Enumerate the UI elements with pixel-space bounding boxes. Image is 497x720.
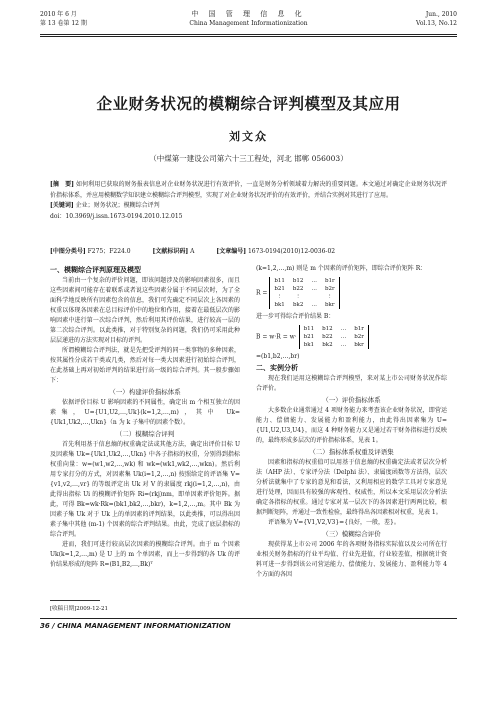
- page-footer: 36 / CHINA MANAGEMENT INFORMATIONIZATION: [40, 622, 231, 630]
- doc-code-label: [文献标识码]: [152, 248, 189, 255]
- subsection-2-text-2: 进而，我们可进行较高层次因素的模糊综合评判。由于 m 个因素 Uk(k=1,2,…,m) 是 U 上的 m 个单因素，而上一步得到的各 Uk 的评价结果形成的矩阵 R=(B1,B2,…,Bk)ᵀ: [50, 541, 240, 568]
- article-title: 企业财务状况的模糊综合评判模型及其应用: [96, 95, 401, 113]
- matrix-cell: bk2: [292, 302, 304, 308]
- evaluation-set-text: 评语集为 V={V1,V2,V3}={良好，一般，差}。: [268, 519, 400, 526]
- matrix-cell: b1r: [324, 278, 335, 284]
- right-intro: (k=1,2,…,m) 则是 m 个因素的评价矩阵，即综合评价矩阵 R：: [256, 265, 427, 272]
- clc-label: [中图分类号]: [50, 248, 86, 255]
- author-affiliation: （中煤第一建设公司第六十三工程处，河北 邯郸 056003）: [149, 154, 348, 163]
- matrix-R-equation: [256, 277, 447, 309]
- matrix-cell: b1r: [354, 326, 364, 332]
- journal-name-cn: 中 国 管 理 信 息 化: [191, 10, 306, 18]
- matrix-cell: ⋮: [327, 294, 333, 300]
- header-right: [416, 10, 457, 28]
- matrix-cell: …: [311, 286, 317, 292]
- classification-line: [50, 246, 447, 255]
- subsection-1-title: （一）构建评价指标体系: [109, 388, 181, 396]
- section-1-title: 一、模糊综合评判原理及模型: [50, 266, 141, 274]
- matrix-cell: b22: [292, 286, 304, 292]
- footer-rule: [40, 618, 457, 619]
- section-2-intro: 现在我们运用这模糊综合评判模型，来对某上市公司财务状况作综合评价。: [256, 375, 447, 392]
- right-column: [256, 264, 447, 580]
- r-subsection-1-text: 大多数企业通常通过 4 项财务能力来考查该企业财务状况，即营运能力、偿债能力、发展能力和盈利能力，由此得出因素集为 U={U1,U2,U3,U4}，而这 4 种财务能力又是通过若干财务指标进行反映的，最终形成多层次的评价指标体系，见表 1。: [256, 407, 447, 444]
- section-1-para-2: 所谓模糊综合评判法，就是先把受评判的同一类事物的多种因素，按其属性分成若干类或几类，然后对每一类大因素进行初始综合评判，在此基础上再对初始评判的结果进行高一级的综合评判。其一般步骤如下：: [50, 347, 240, 384]
- header-center: [40, 10, 457, 28]
- matrix-cell: b2r: [354, 334, 364, 340]
- article-author: 刘文众: [229, 130, 268, 143]
- matrix-B: [299, 325, 369, 349]
- matrix-cell: [307, 293, 321, 301]
- matrix-cell: …: [340, 342, 347, 348]
- header-volume: 第 13 卷第 12 期: [40, 20, 87, 27]
- r-subsection-2-text: 因素和指标的权重值可以用基于信息熵的权重确定法或者层次分析法（AHP 法）、专家评分法（Delphi 法）、隶属度函数等方法得，层次分析法就集中了专家的意见和看法，又利用相应的数学工具对专家意见进行处理，因而具有较强的客观性、权威性，所以本文采用层次分析法确定各指标的权重。通过专家对某一层次下的各因素进行两两比较，根据判断矩阵，并通过一致性检验，最终得出各因素相对权重，见表 1。: [256, 459, 447, 516]
- header-date: 2010 年 6 月: [40, 11, 77, 18]
- matrix-B-label: B = w·R = w·: [256, 333, 297, 341]
- abstract-block: [50, 180, 447, 222]
- subsection-2-title: （二）模糊综合评判: [115, 430, 175, 438]
- section-2-title: 二、实例分析: [256, 364, 298, 372]
- matrix-cell: b21: [303, 334, 315, 340]
- doi-text: doi：10.3969/j.issn.1673-0194.2010.12.015: [50, 212, 183, 220]
- left-column: [50, 264, 240, 570]
- abstract-text: 如何利用已获取的财务报表信息对企业财务状况进行有效评价，一直是财务分析领域着力解决的重要问题。本文通过对确定企业财务状况评价指标体系，并应用模糊数学知识建立模糊综合评判模型，实现了对企业财务状况评价的有效评价，并结合实例对其进行了应用。: [50, 181, 447, 199]
- matrix-cell: b11: [274, 278, 285, 284]
- section-1-para-1: 当前由一个复杂的评价问题，即该问题涉及的影响因素很多，而且这些因素间可能存在着联系或者说这些因素分属于不同层次时，为了全面科学地反映所有因素包含的信息，我们可先确定不同层次上各因素的权重以体现各因素在总目标评价中的地位和作用，接着在最低层次的影响因素中进行第一次综合评判，然后利用其评价结果，进行较高一层的第二次综合评判。以此类推，对于特别复杂的问题，我们仍可采用此种层层递进的方法实现对目标的评判。: [50, 277, 240, 344]
- matrix-cell: …: [340, 334, 347, 340]
- received-date: [收稿日期]2009-12-21: [50, 606, 109, 612]
- matrix-cell: …: [311, 302, 317, 308]
- matrix-cell: b12: [292, 278, 304, 284]
- matrix-cell: bk2: [322, 342, 333, 348]
- matrix-cell: bk1: [303, 342, 315, 348]
- header-rule-2: [40, 36, 457, 37]
- subsection-1-text: 依据评价目标 U 影响因素的不同属性，确定出 m 个相互独立的因素集，U={U1,U2,…,Uk}(k=1,2,…,m)，其中 Uk={Uk1,Uk2,…,Ukn}（n 为 k 子集中的因素个数）。: [50, 399, 240, 426]
- matrix-B-tail: =(b1,b2,…,br): [256, 353, 300, 360]
- matrix-cell: bk1: [274, 302, 285, 308]
- matrix-R-label: R =: [256, 289, 268, 297]
- header-volume-en: Vol.13, No.12: [416, 20, 457, 27]
- matrix-cell: b11: [303, 326, 315, 332]
- article-number-value: 1673-0194(2010)12-0036-02: [247, 248, 336, 255]
- matrix-R: [269, 277, 339, 309]
- r-subsection-2-title: （二）指标体系权重及评语集: [309, 448, 394, 456]
- matrix-cell: b21: [274, 286, 285, 292]
- footnote-rule: [50, 600, 100, 601]
- r-subsection-1-title: （一）评价指标体系: [322, 396, 381, 404]
- journal-name-en: China Management Informationization: [189, 20, 308, 27]
- r-subsection-3-title: （三）模糊综合评价: [322, 530, 381, 538]
- matrix-cell: …: [340, 326, 347, 332]
- matrix-cell: b2r: [324, 286, 335, 292]
- clc-value: F275；F224.0: [87, 248, 131, 255]
- keywords-label: [关键词]: [50, 202, 74, 209]
- subsection-2-text: 首先利用基于信息熵的权重确定法或其他方法，确定出评价目标 U 及因素集 Uk={Uk1,Uk2,…,Ukn} 中各子指标的权重，分别得到指标权重向量：w=(w1,w2,…,wk) 和 wk=(wk1,wk2,…,wkn)。然后利用专家打分的方式，对因素集 Uk(i=1,2,…,n) 按照给定的评语集 V={v1,v2,…,vr} 的等级评定出 Uk 对 V 的隶属度 rkj(i=1,2,…,n)，由此得出指标 Ui 的模糊评价矩阵 Ri=(rkj)nm，即单因素评价矩阵。据此，可得 Bk=wk·Rk=(bk1,bk2,…,bkr)，k=1,2,…,m。其中 Bk 为因素子集 Uk 对于 Uk 上的单因素的评判结果，以此类推，可以得出因素子集中其他 (m-1) 个因素的综合评判结果。由此，完成了底层指标的综合评判。: [50, 441, 240, 538]
- matrix-cell: b22: [322, 334, 333, 340]
- matrix-cell: b12: [322, 326, 333, 332]
- r-subsection-3-text: 现获得某上市公司 2006 年的各项财务指标实际值以及公司所在行业相关财务指标的行业平均值、行业先进值，行业较差值，根据统计资料可进一步得到该公司营运能力、偿债能力、发展能力、盈利能力等 4 个方面的各因: [256, 541, 447, 578]
- matrix-cell: …: [311, 278, 317, 284]
- matrix-cell: bkr: [325, 302, 335, 308]
- header-rule: [40, 34, 457, 35]
- article-number-label: [文章编号]: [216, 248, 247, 255]
- matrix-cell: ⋮: [276, 294, 283, 300]
- abstract-label: [摘 要]: [50, 181, 75, 188]
- matrix-cell: bkr: [354, 342, 364, 348]
- matrix-cell: ⋮: [295, 294, 301, 300]
- doc-code-value: A: [190, 248, 195, 255]
- keywords-text: 企业；财务状况；模糊综合评判: [75, 202, 160, 209]
- after-R-text: 进一步可得综合评价结果 B：: [256, 313, 335, 320]
- matrix-B-equation: [256, 325, 447, 349]
- header-date-en: Jun., 2010: [425, 11, 457, 18]
